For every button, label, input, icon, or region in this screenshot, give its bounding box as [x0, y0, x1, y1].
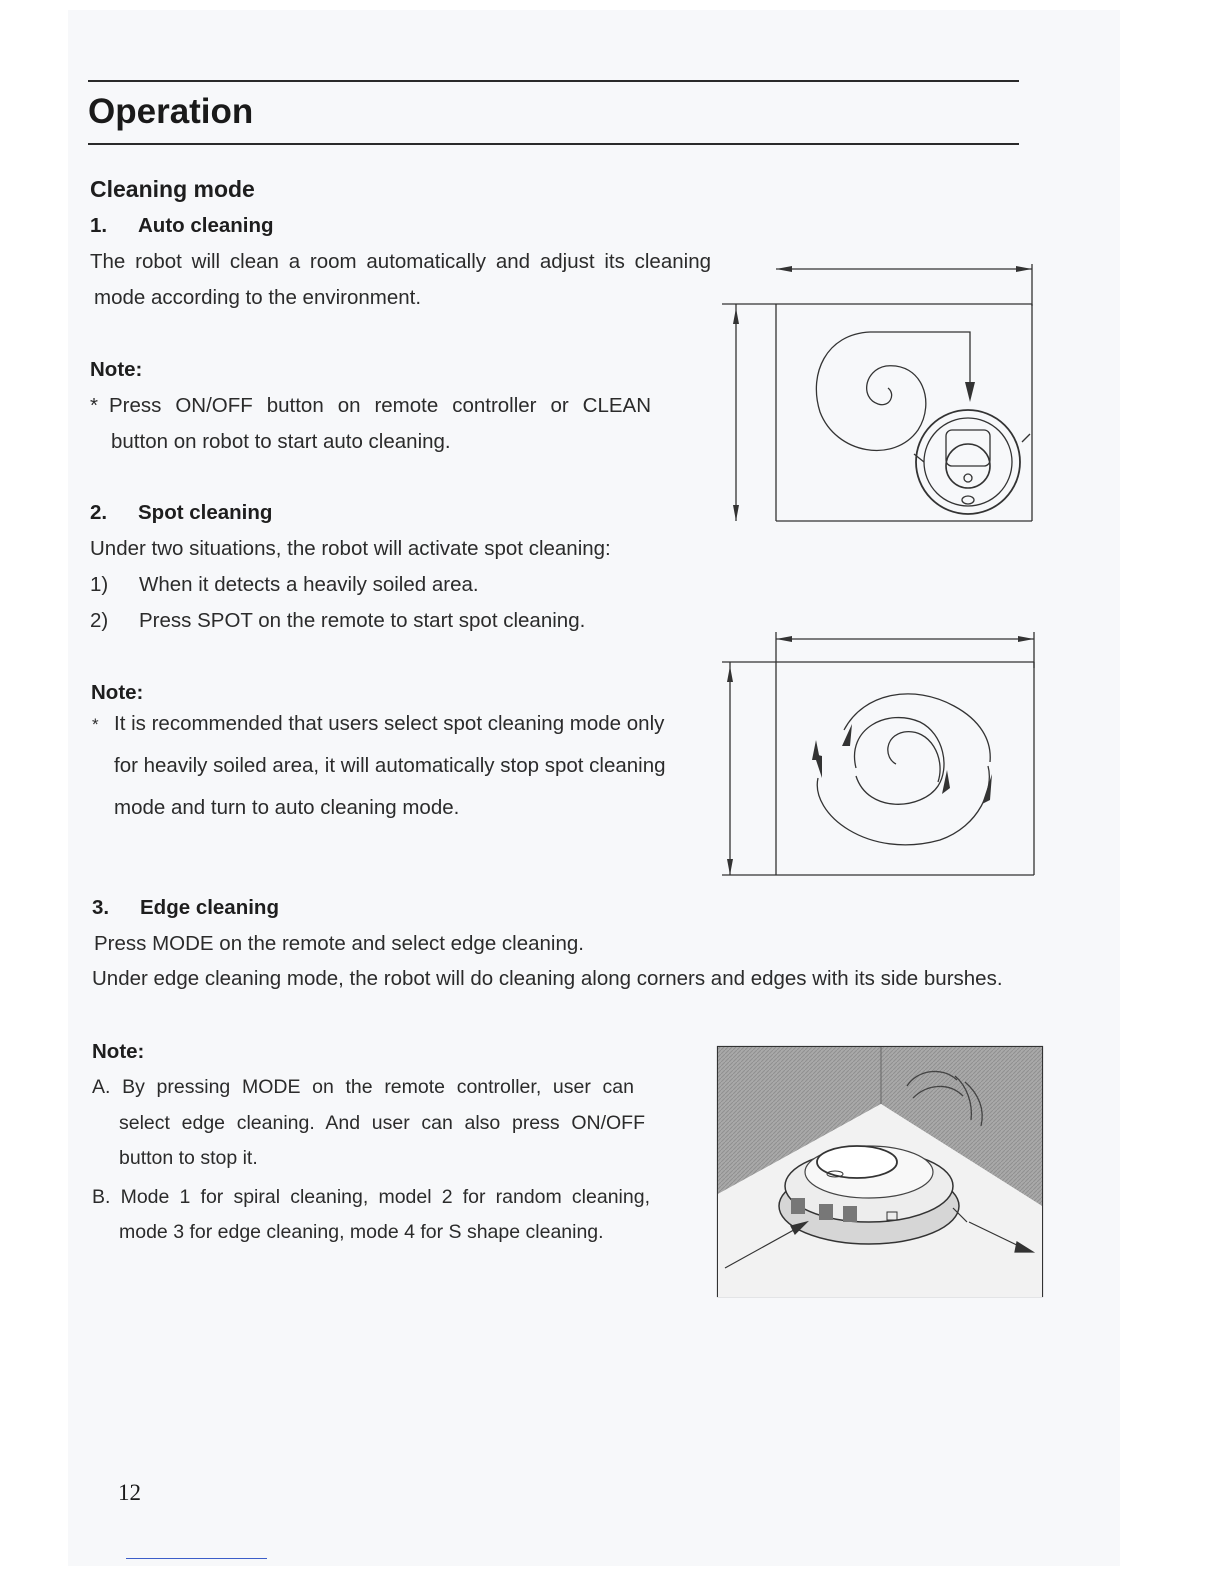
- page-title: Operation: [88, 92, 254, 131]
- spot-item-2-text: Press SPOT on the remote to start spot cleaning.: [139, 609, 586, 632]
- footer-line: [126, 1558, 267, 1559]
- auto-title: Auto cleaning: [138, 214, 274, 237]
- spot-note-line2: for heavily soiled area, it will automatically stop spot cleaning: [114, 754, 666, 777]
- header-top-rule: [88, 80, 1019, 82]
- edge-note-a-line3: button to stop it.: [119, 1147, 258, 1169]
- edge-note-b-line1: B. Mode 1 for spiral cleaning, model 2 for random cleaning,: [92, 1186, 650, 1208]
- auto-text-line1: The robot will clean a room automatically and adjust its cleaning: [90, 250, 711, 273]
- spot-number: 2.: [90, 501, 108, 524]
- edge-cleaning-robot-illustration-icon: [717, 1046, 1043, 1298]
- edge-number: 3.: [92, 896, 110, 919]
- spot-item-1-text: When it detects a heavily soiled area.: [139, 573, 479, 596]
- edge-note-label: Note:: [92, 1040, 145, 1063]
- spot-note-bullet: *: [92, 715, 99, 734]
- edge-title: Edge cleaning: [140, 896, 279, 919]
- edge-note-a-line1: A. By pressing MODE on the remote controller, user can: [92, 1076, 634, 1098]
- auto-note-line1: Press ON/OFF button on remote controller or CLEAN: [109, 394, 651, 417]
- spot-intro: Under two situations, the robot will activate spot cleaning:: [90, 537, 611, 560]
- auto-note-line2: button on robot to start auto cleaning.: [111, 430, 451, 453]
- auto-note-label: Note:: [90, 358, 143, 381]
- auto-text-line2: mode according to the environment.: [94, 286, 422, 309]
- auto-cleaning-spiral-diagram-icon: [718, 262, 1038, 526]
- spot-note-label: Note:: [91, 681, 144, 704]
- edge-note-a-line2: select edge cleaning. And user can also press ON/OFF: [119, 1112, 645, 1134]
- header-bottom-rule: [88, 143, 1019, 145]
- edge-text-line1: Press MODE on the remote and select edge cleaning.: [94, 932, 584, 955]
- edge-note-b-line2: mode 3 for edge cleaning, mode 4 for S shape cleaning.: [119, 1221, 604, 1243]
- spot-item-1-marker: 1): [90, 573, 109, 596]
- edge-text-line2: Under edge cleaning mode, the robot will do cleaning along corners and edges with its side burshes.: [92, 967, 1003, 990]
- section-heading: Cleaning mode: [90, 176, 255, 202]
- spot-title: Spot cleaning: [138, 501, 273, 524]
- auto-note-bullet: *: [90, 394, 98, 417]
- auto-number: 1.: [90, 214, 108, 237]
- spot-cleaning-spiral-diagram-icon: [718, 628, 1040, 880]
- spot-note-line3: mode and turn to auto cleaning mode.: [114, 796, 460, 819]
- spot-item-2-marker: 2): [90, 609, 109, 632]
- page-number: 12: [118, 1480, 141, 1505]
- spot-note-line1: It is recommended that users select spot cleaning mode only: [114, 712, 665, 735]
